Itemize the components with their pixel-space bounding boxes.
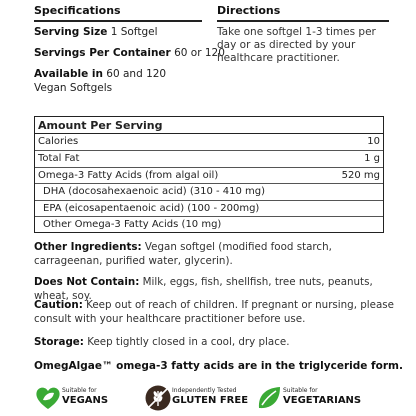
- serving-size-value: 1 Softgel: [110, 26, 158, 38]
- badge-small-text: Suitable for: [283, 387, 318, 394]
- facts-row-label: Omega-3 Fatty Acids (from algal oil): [38, 169, 219, 181]
- caution-text: Keep out of reach of children. If pregnant or nursing, please consult with your healthcare practitioner before use.: [34, 299, 395, 325]
- facts-row-value: 10: [367, 136, 380, 147]
- gluten-free-badge: [144, 384, 264, 412]
- supplement-facts-table: [34, 116, 384, 233]
- facts-row-value: 1 g: [364, 153, 380, 165]
- other-ingredients-text: Vegan softgel (modified food starch, carrageenan, purified water, glycerin).: [34, 241, 332, 267]
- serving-size-label: Serving Size: [34, 26, 108, 38]
- storage-label: Storage:: [34, 336, 84, 348]
- vegans-badge: [34, 384, 124, 412]
- available-value: 60 and 120: [106, 68, 167, 80]
- other-ingredients-label: Other Ingredients:: [34, 241, 142, 253]
- facts-row-calories: [35, 134, 383, 150]
- facts-row-label: Calories: [38, 136, 79, 147]
- serving-size: [34, 26, 157, 39]
- does-not-contain-label: Does Not Contain:: [34, 276, 140, 288]
- facts-row-dha: [35, 183, 383, 199]
- badge-big-text: VEGETARIANS: [283, 395, 362, 406]
- facts-row-total-fat: [35, 150, 383, 166]
- triglyceride-note: OmegAlgae™ omega-3 fatty acids are in the triglyceride form.: [34, 360, 403, 372]
- badge-big-text: VEGANS: [62, 395, 109, 406]
- storage: [34, 335, 394, 349]
- badge-big-text: GLUTEN FREE: [172, 395, 249, 406]
- facts-row-value: 520 mg: [341, 169, 380, 181]
- badge-small-text: Independently Tested: [172, 387, 237, 394]
- servings-per-container-value: 60 or 120: [174, 47, 225, 59]
- amount-per-serving-heading: Amount Per Serving: [35, 117, 383, 134]
- storage-text: Keep tightly closed in a cool, dry place.: [87, 336, 290, 348]
- facts-row-epa: [35, 200, 383, 216]
- directions-heading: Directions: [217, 4, 281, 17]
- available-in: [34, 68, 166, 81]
- available-in-line2: Vegan Softgels: [34, 82, 113, 94]
- facts-row-omega3: [35, 167, 383, 183]
- facts-row-label: DHA (docosahexaenoic acid) (310 - 410 mg): [43, 186, 266, 198]
- available-label: Available in: [34, 68, 103, 80]
- caution-label: Caution:: [34, 299, 83, 311]
- heart-leaf-icon: [34, 384, 62, 412]
- facts-row-label: EPA (eicosapentaenoic acid) (100 - 200mg): [43, 202, 260, 214]
- badge-small-text: Suitable for: [62, 387, 97, 394]
- wheat-icon: [144, 384, 172, 412]
- caution: [34, 298, 394, 326]
- facts-row-label: Total Fat: [38, 153, 80, 165]
- directions-rule: [217, 20, 389, 22]
- servings-per-container: [34, 47, 225, 60]
- other-ingredients: [34, 240, 394, 268]
- specifications-heading: Specifications: [34, 4, 121, 17]
- directions-text: Take one softgel 1-3 times per day or as directed by your healthcare practitioner.: [217, 26, 376, 64]
- facts-row-label: Other Omega-3 Fatty Acids (10 mg): [43, 218, 222, 230]
- facts-row-other-omega3: [35, 216, 383, 232]
- leaf-icon: [255, 384, 283, 412]
- does-not-contain-text: Milk, eggs, fish, shellfish, tree nuts, peanuts, wheat, soy.: [34, 276, 373, 302]
- servings-per-container-label: Servings Per Container: [34, 47, 171, 59]
- specifications-rule: [34, 20, 202, 22]
- vegetarians-badge: [255, 384, 385, 412]
